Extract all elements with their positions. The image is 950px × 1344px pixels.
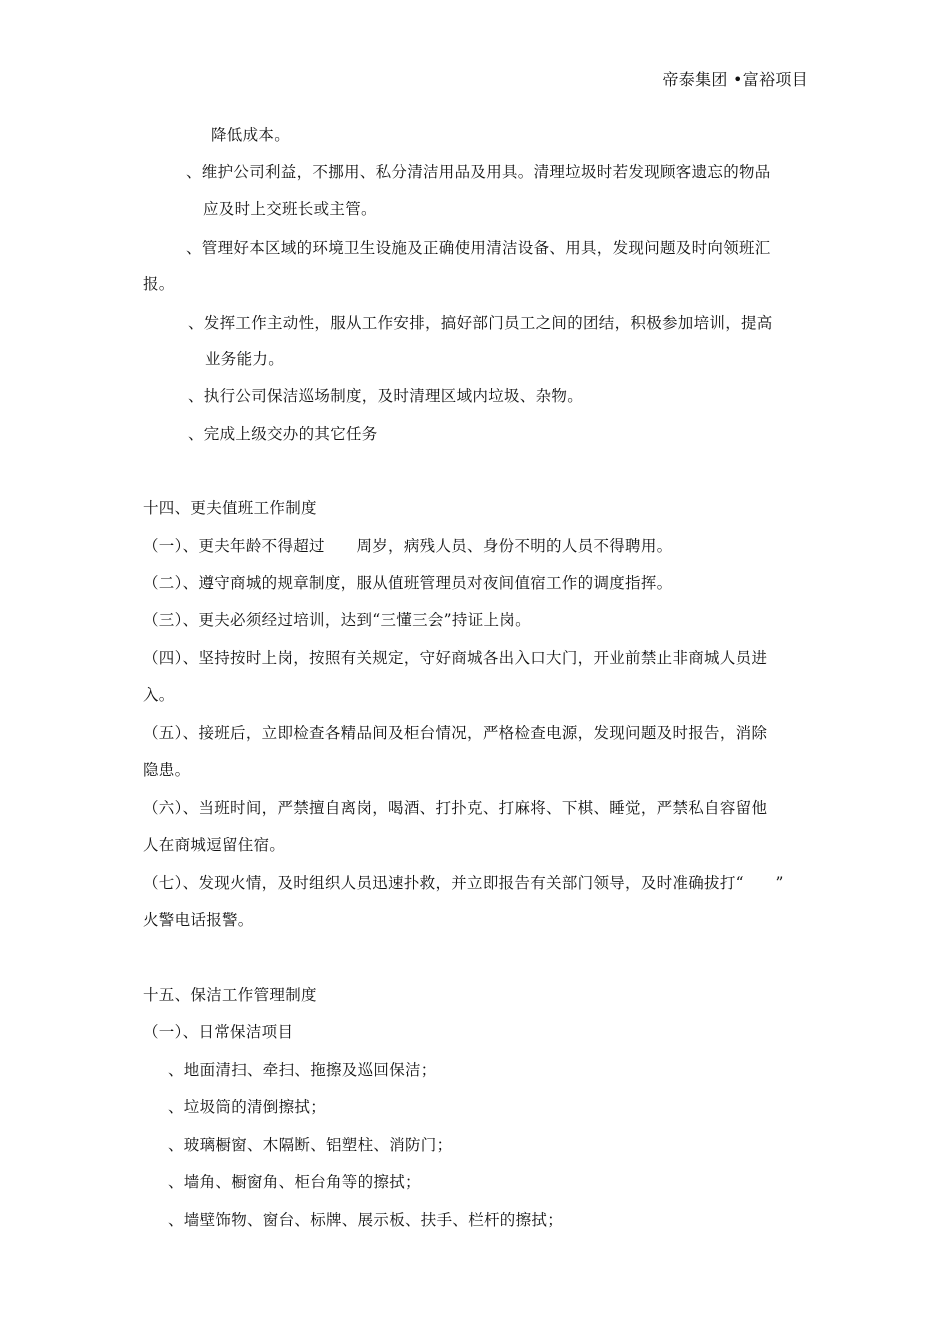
list-item: 、玻璃橱窗、木隔断、铝塑柱、消防门； [168, 1136, 453, 1154]
text-line: （六）、当班时间，严禁擅自离岗，喝酒、打扑克、打麻将、下棋、睡觉，严禁私自容留他 [143, 799, 768, 817]
text-line: （七）、发现火情，及时组织人员迅速扑救，并立即报告有关部门领导，及时准确拔打“ ” [143, 874, 784, 892]
list-item: 、墙壁饰物、窗台、标牌、展示板、扶手、栏杆的擦拭； [168, 1211, 564, 1229]
list-item: 、地面清扫、牵扫、拖擦及巡回保洁； [168, 1061, 437, 1079]
text-line: （三）、更夫必须经过培训，达到“三懂三会”持证上岗。 [143, 611, 531, 629]
text-line: （一）、日常保洁项目 [143, 1023, 294, 1041]
text-line: 、完成上级交办的其它任务 [188, 425, 378, 443]
text-line: 业务能力。 [205, 350, 285, 368]
text-line: 隐患。 [143, 761, 191, 779]
text-line: 应及时上交班长或主管。 [203, 200, 377, 218]
text-line: 、管理好本区域的环境卫生设施及正确使用清洁设备、用具，发现问题及时向领班汇 [186, 239, 771, 257]
text-line: （二）、遵守商城的规章制度，服从值班管理员对夜间值宿工作的调度指挥。 [143, 574, 673, 592]
text-line: （一）、更夫年龄不得超过 周岁，病残人员、身份不明的人员不得聘用。 [143, 537, 673, 555]
text-line: 、发挥工作主动性，服从工作安排，搞好部门员工之间的团结，积极参加培训，提高 [188, 314, 773, 332]
text-line: 入。 [143, 686, 175, 704]
text-line: （五）、接班后，立即检查各精品间及柜台情况，严格检查电源，发现问题及时报告，消除 [143, 724, 768, 742]
list-item: 、墙角、橱窗角、柜台角等的擦拭； [168, 1173, 421, 1191]
page-header: 帝泰集团 •富裕项目 [662, 70, 808, 89]
section-heading: 十四、更夫值班工作制度 [143, 499, 317, 517]
text-line: 、维护公司利益，不挪用、私分清洁用品及用具。清理垃圾时若发现顾客遗忘的物品 [186, 163, 771, 181]
text-line: 火警电话报警。 [143, 911, 254, 929]
section-heading: 十五、保洁工作管理制度 [143, 986, 317, 1004]
text-line: 、执行公司保洁巡场制度，及时清理区域内垃圾、杂物。 [188, 387, 584, 405]
text-line: 报。 [143, 275, 175, 293]
list-item: 、垃圾筒的清倒擦拭； [168, 1098, 327, 1116]
text-line: 降低成本。 [211, 126, 291, 144]
text-line: （四）、坚持按时上岗，按照有关规定，守好商城各出入口大门，开业前禁止非商城人员进 [143, 649, 768, 667]
text-line: 人在商城逗留住宿。 [143, 836, 286, 854]
